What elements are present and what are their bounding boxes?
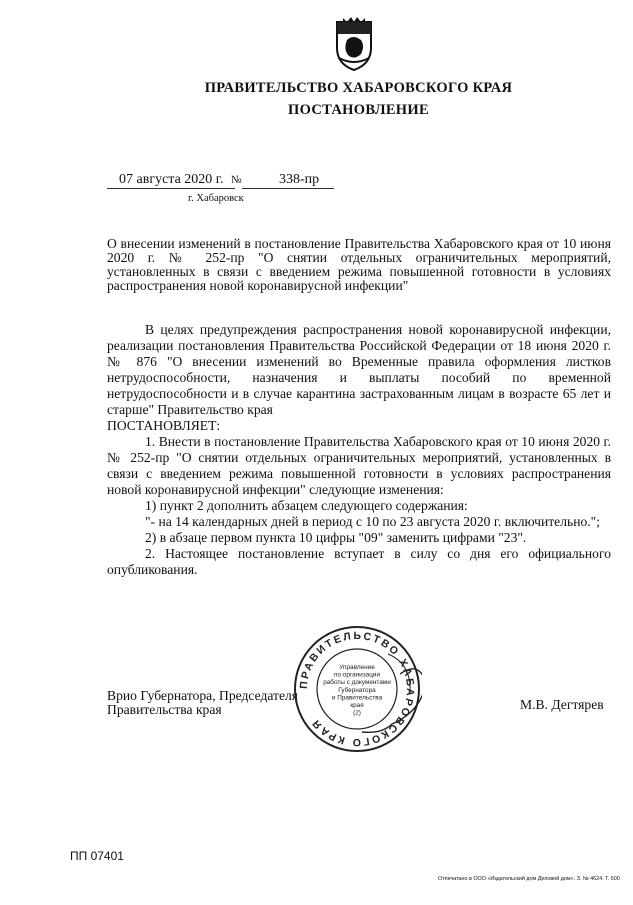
- government-title: ПРАВИТЕЛЬСТВО ХАБАРОВСКОГО КРАЯ: [204, 80, 513, 96]
- document-city: г. Хабаровск: [188, 193, 244, 204]
- preamble-paragraph: В целях предупреждения распространения новой коронавирусной инфекции, реализации постановления Правительства Российской Федерации от 18 июня 2020 г. № 876 "О внесении изменений во Временные правила оформления листков нетрудоспособности, назначения и выплаты пособий по временной нетрудоспособности и в случае карантина застрахованным лицам в возрасте 65 лет и старше" Правительство края: [107, 322, 611, 417]
- svg-text:Управлениепо организацииработы: [323, 664, 391, 717]
- svg-text:ПРАВИТЕЛЬСТВО ХАБАРОВСКОГО КРА: ПРАВИТЕЛЬСТВО ХАБАРОВСКОГО КРАЯ: [297, 629, 417, 749]
- document-number: 338-пр: [279, 172, 320, 187]
- khabarovsk-coat-of-arms-icon: [331, 14, 377, 74]
- document-type: ПОСТАНОВЛЕНИЕ: [288, 102, 429, 118]
- item-1-1-quote: "- на 14 календарных дней в период с 10 по 23 августа 2020 г. включительно.";: [145, 514, 600, 529]
- stamp-center-line: и Правительства: [331, 694, 383, 702]
- item-1-1-paragraph: 1) пункт 2 дополнить абзацем следующего содержания:: [145, 498, 468, 513]
- stamp-center-line: Губернатора: [338, 686, 376, 694]
- signatory-name: М.В. Дегтярев: [520, 697, 604, 712]
- stamp-center-line: Управление: [339, 664, 375, 671]
- date-underline: [107, 188, 235, 189]
- resolves-heading: ПОСТАНОВЛЯЕТ:: [107, 418, 221, 433]
- stamp-center-line: работы с документами: [323, 679, 391, 687]
- official-stamp: [292, 624, 422, 754]
- item-2-paragraph: 2. Настоящее постановление вступает в силу со дня его официального опубликования.: [107, 546, 611, 577]
- signatory-position-line-1: Врио Губернатора, Председателя: [107, 688, 299, 703]
- document-date: 07 августа 2020 г.: [119, 172, 224, 187]
- footer-document-code: ПП 07401: [70, 849, 124, 863]
- number-underline: [242, 188, 334, 189]
- stamp-center-line: по организации: [333, 671, 381, 679]
- number-sign: №: [231, 174, 242, 186]
- printer-imprint: Отпечатано в ООО «Издательский дом Деловой дом». З. № 4624. Т. 500: [438, 876, 620, 882]
- signatory-position-line-2: Правительства края: [107, 702, 222, 717]
- document-subject: О внесении изменений в постановление Правительства Хабаровского края от 10 июня 2020 г. № 252-пр "О снятии отдельных ограничительных мероприятий, установленных в связи с введением режима повышенной готовности в условиях распространения новой коронавирусной инфекции": [107, 236, 611, 293]
- stamp-center-line: края: [350, 702, 364, 709]
- signatory-position: [107, 689, 298, 717]
- stamp-center-line: (2): [353, 709, 361, 717]
- item-1-paragraph: 1. Внести в постановление Правительства Хабаровского края от 10 июня 2020 г. № 252-пр "О снятии отдельных ограничительных мероприятий, установленных в связи с введением режима повышенной готовности в условиях распространения новой коронавирусной инфекции" следующие изменения:: [107, 434, 611, 497]
- item-1-2-paragraph: 2) в абзаце первом пункта 10 цифры "09" заменить цифрами "23".: [145, 530, 527, 545]
- document-body: [107, 322, 611, 578]
